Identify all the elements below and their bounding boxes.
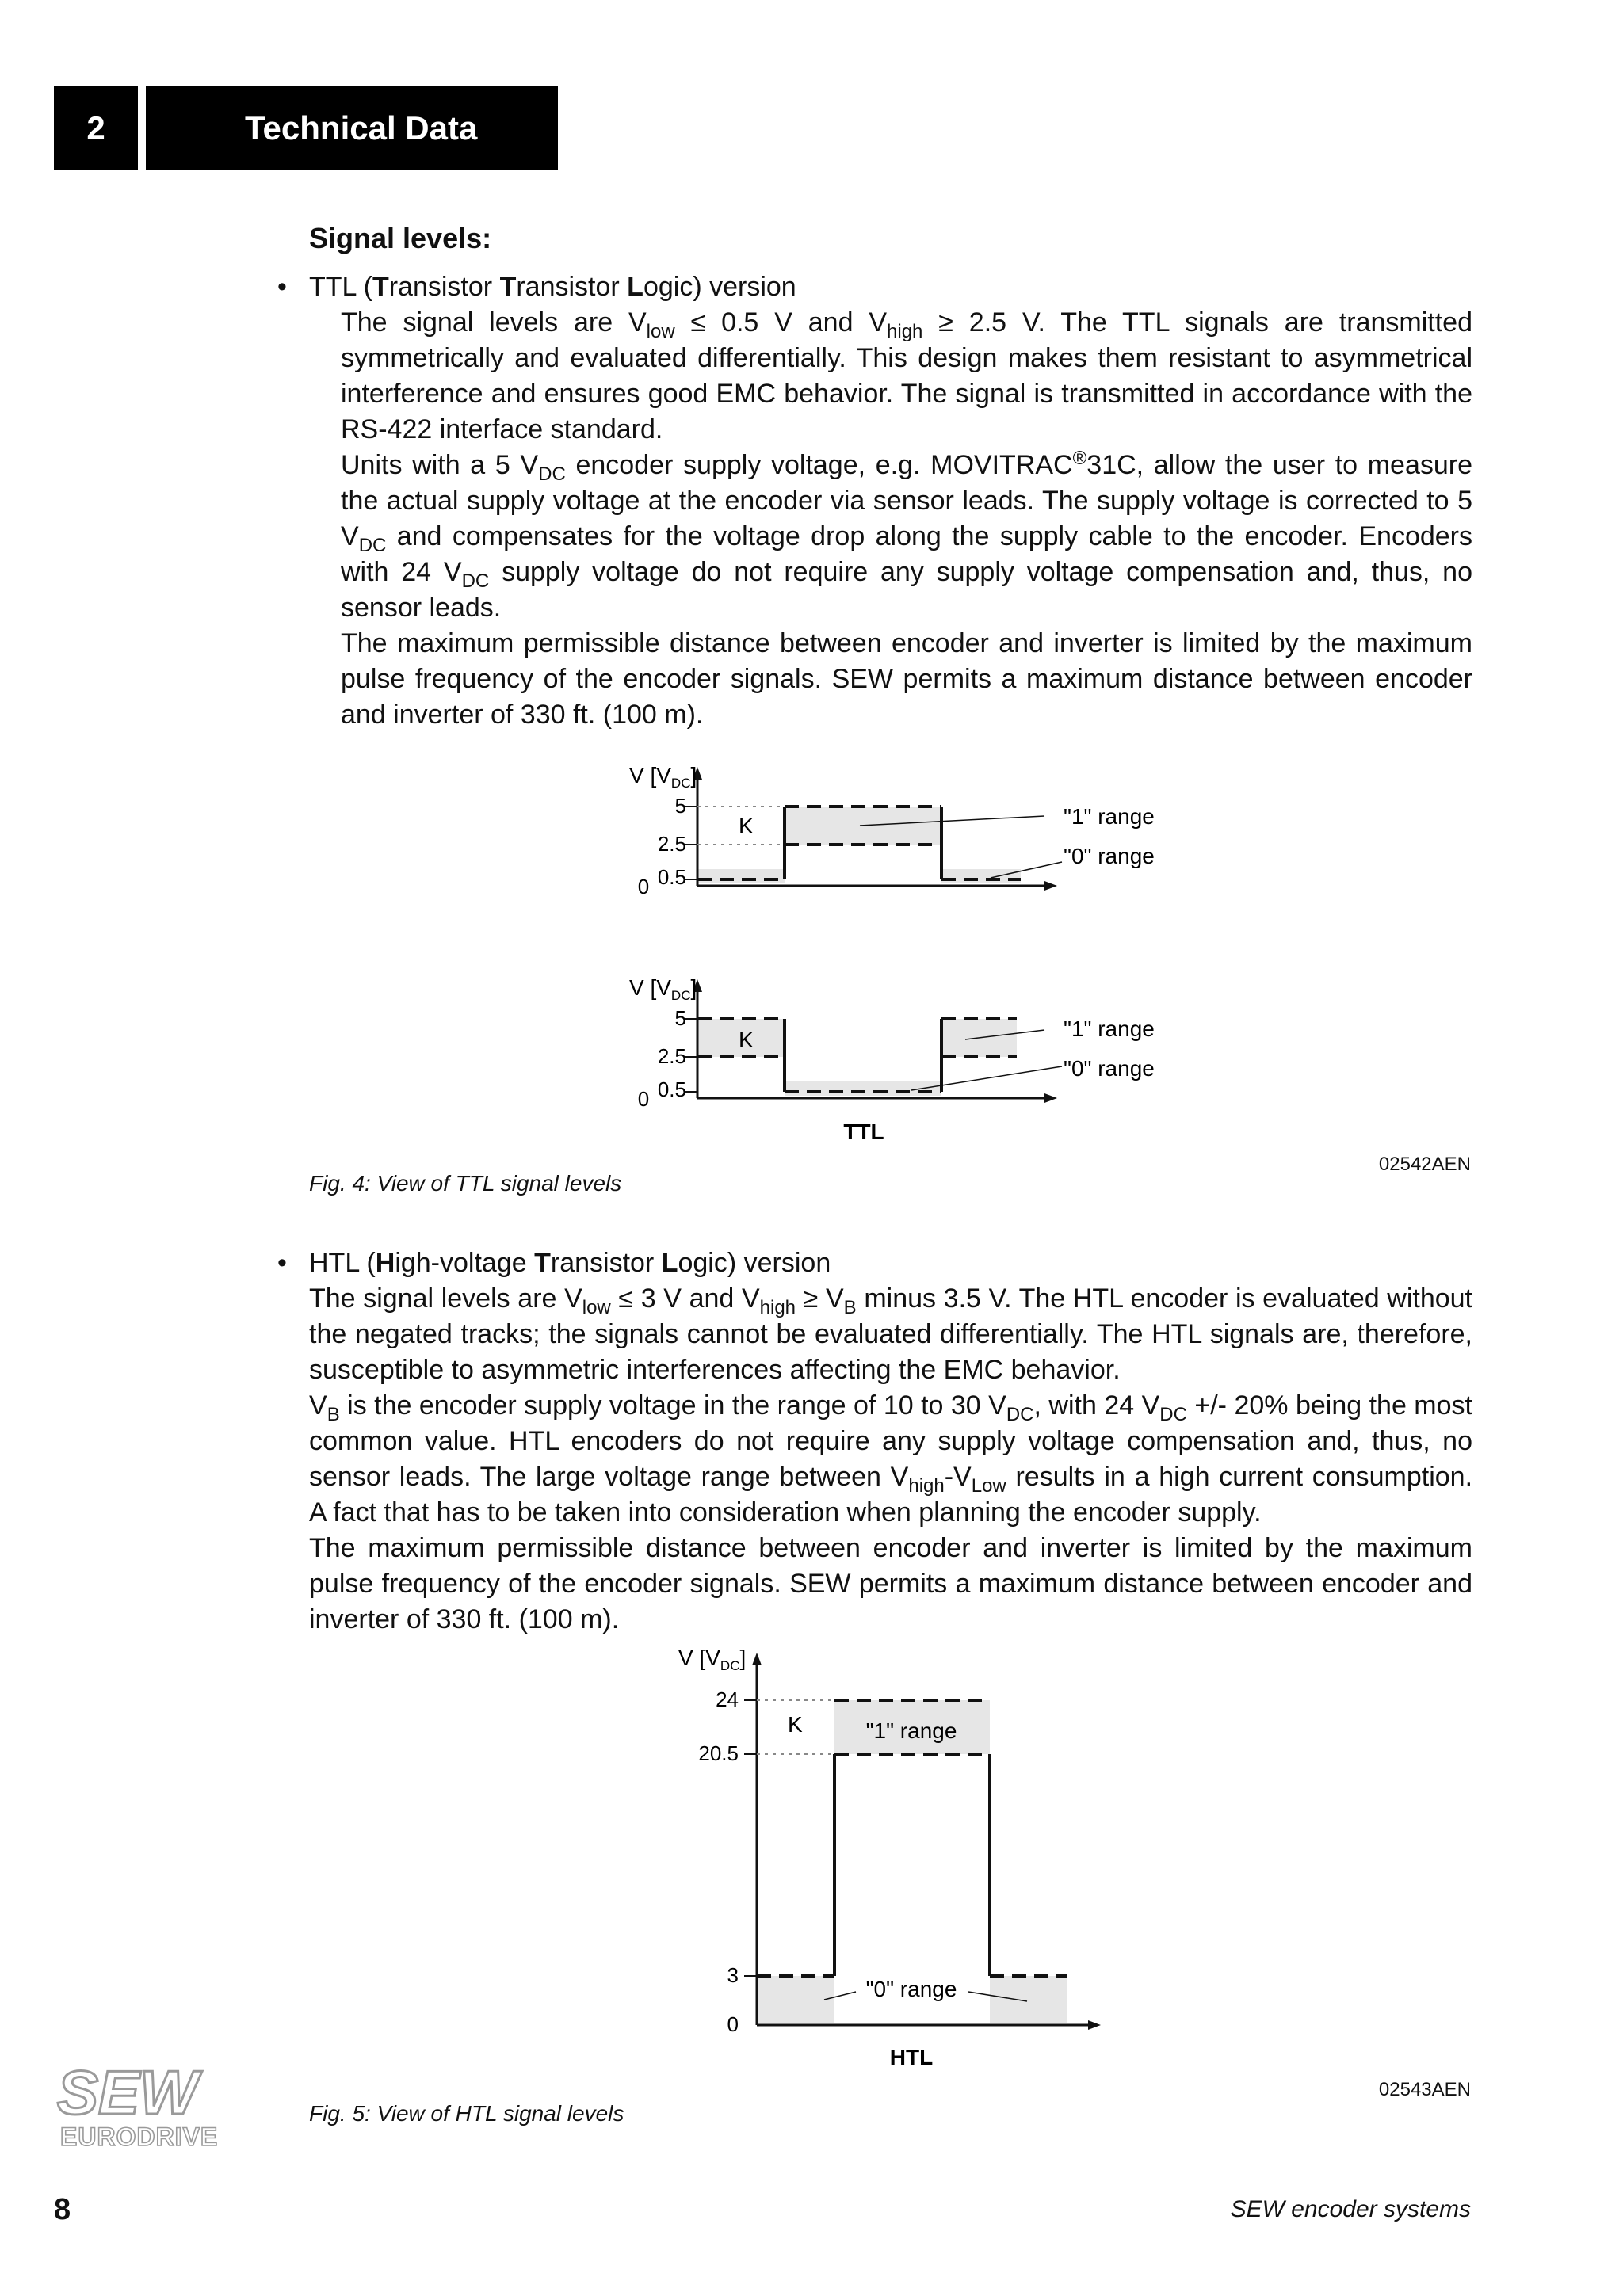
- y-axis-label: V $[V_{DC}]$: [678, 1646, 747, 1673]
- one-range-label: "1" range: [1064, 1016, 1155, 1041]
- tick-label: 20.5: [698, 1741, 739, 1765]
- diagram-title: TTL: [843, 1119, 884, 1144]
- tick-label: 5: [674, 794, 686, 818]
- tick-label: 5: [674, 1006, 686, 1030]
- svg-text:SEW: SEW: [57, 2060, 198, 2127]
- htl-paragraph-2: $V_B$ is the encoder supply voltage in the range of 10 to 30 $V_{DC}$, with 24 $V_{DC}$ +/- 20% being the most common value. HTL encoders do not require any supply voltage compensation and, thus, no sensor leads. The large voltage range between $V_{high}-V_{Low}$ results in a high current consumption. A fact that has to be taken into consideration when planning the encoder supply.: [309, 1390, 1473, 1527]
- ttl-bullet-title: • TTL (Transistor Transistor Logic) version: [277, 272, 796, 302]
- tick-label: 2.5: [657, 1044, 686, 1068]
- tick-label: 2.5: [657, 832, 686, 856]
- htl-paragraph-3: The maximum permissible distance between encoder and inverter is limited by the maximum pulse frequency of the encoder signals. SEW permits a maximum distance between encoder and inverter of 330 ft. (100 m).: [309, 1533, 1472, 1634]
- tick-label: 24: [716, 1688, 739, 1711]
- chapter-title: Technical Data: [146, 86, 558, 170]
- ttl-paragraph-3: The maximum permissible distance between encoder and inverter is limited by the maximum pulse frequency of the encoder signals. SEW permits a maximum distance between encoder and inverter of 330 ft. (100 m).: [341, 628, 1472, 730]
- ttl-plot-upper: [629, 763, 1155, 898]
- k-label: K: [739, 814, 754, 838]
- k-label: K: [788, 1712, 803, 1737]
- tick-label: 0.5: [657, 1077, 686, 1101]
- x-axis-arrow: [1088, 2020, 1101, 2030]
- zero-range-leader: [911, 1066, 1062, 1090]
- diagram-title: HTL: [889, 2045, 934, 2069]
- tick-label: 3: [727, 1963, 739, 1987]
- tick-label: 0: [637, 1087, 650, 1111]
- k-label: K: [739, 1028, 754, 1052]
- zero-range-band: [757, 1976, 834, 2023]
- htl-plot: [678, 1646, 1101, 2069]
- chapter-number: 2: [54, 86, 138, 170]
- section-heading: Signal levels:: [309, 222, 492, 254]
- figure-4-caption: Fig. 4: View of TTL signal levels: [309, 1171, 622, 1196]
- one-range-label: "1" range: [865, 1718, 957, 1743]
- footer-document-title: SEW encoder systems: [1230, 2196, 1471, 2222]
- zero-range-label: "0" range: [865, 1977, 957, 2001]
- htl-paragraph-1: The signal levels are $V_{low} \le 3$ V and $V_{high} \ge V_B$ minus 3.5 V. The HTL encoder is evaluated without the negated tracks; the signals cannot be evaluated differentially. The HTL signals are, therefore, susceptible to asymmetric interferences affecting the EMC behavior.: [309, 1283, 1473, 1385]
- figure-4-code: 02542AEN: [1378, 1154, 1471, 1175]
- sew-eurodrive-logo: [54, 2060, 252, 2155]
- y-axis-label: V $[V_{DC}]$: [629, 975, 697, 1003]
- ttl-paragraph-2: Units with a 5 $V_{DC}$ encoder supply voltage, e.g. MOVITRAC®31C, allow the user to measure the actual supply voltage at the encoder via sensor leads. The supply voltage is corrected to 5 $V_{DC}$ and compensates for the voltage drop along the supply cable to the encoder. Encoders with 24 $V_{DC}$ supply voltage do not require any supply voltage compensation and, thus, no sensor leads.: [341, 448, 1473, 623]
- tick-label: 0.5: [657, 865, 686, 889]
- page-number: 8: [54, 2193, 71, 2226]
- x-axis-arrow: [1044, 881, 1057, 891]
- zero-range-band: [941, 869, 1021, 883]
- zero-range-label: "0" range: [1064, 844, 1155, 868]
- y-axis-label: V $[V_{DC}]$: [629, 763, 697, 791]
- htl-bullet-title: • HTL (High-voltage Transistor Logic) version: [277, 1248, 831, 1278]
- x-axis-arrow: [1044, 1093, 1057, 1103]
- zero-range-band: [697, 869, 785, 883]
- zero-range-band: [990, 1976, 1067, 2023]
- tick-label: 0: [727, 2012, 739, 2036]
- svg-text:EURODRIVE: EURODRIVE: [60, 2122, 219, 2151]
- one-range-label: "1" range: [1064, 804, 1155, 829]
- tick-label: 0: [637, 875, 650, 898]
- figure-5-caption: Fig. 5: View of HTL signal levels: [309, 2101, 624, 2126]
- y-axis-arrow: [752, 1653, 762, 1665]
- figure-5-code: 02543AEN: [1378, 2079, 1471, 2100]
- htl-section: [277, 1245, 1473, 1638]
- ttl-plot-lower: [629, 975, 1155, 1144]
- zero-range-label: "0" range: [1064, 1056, 1155, 1081]
- ttl-paragraph-1: The signal levels are $V_{low} \le 0.5$ V and $V_{high} \ge 2.5$ V. The TTL signals are transmitted symmetrically and evaluated differentially. This design makes them resistant to asymmetrical interference and ensures good EMC behavior. The signal is transmitted in accordance with the RS-422 interface standard.: [341, 307, 1472, 444]
